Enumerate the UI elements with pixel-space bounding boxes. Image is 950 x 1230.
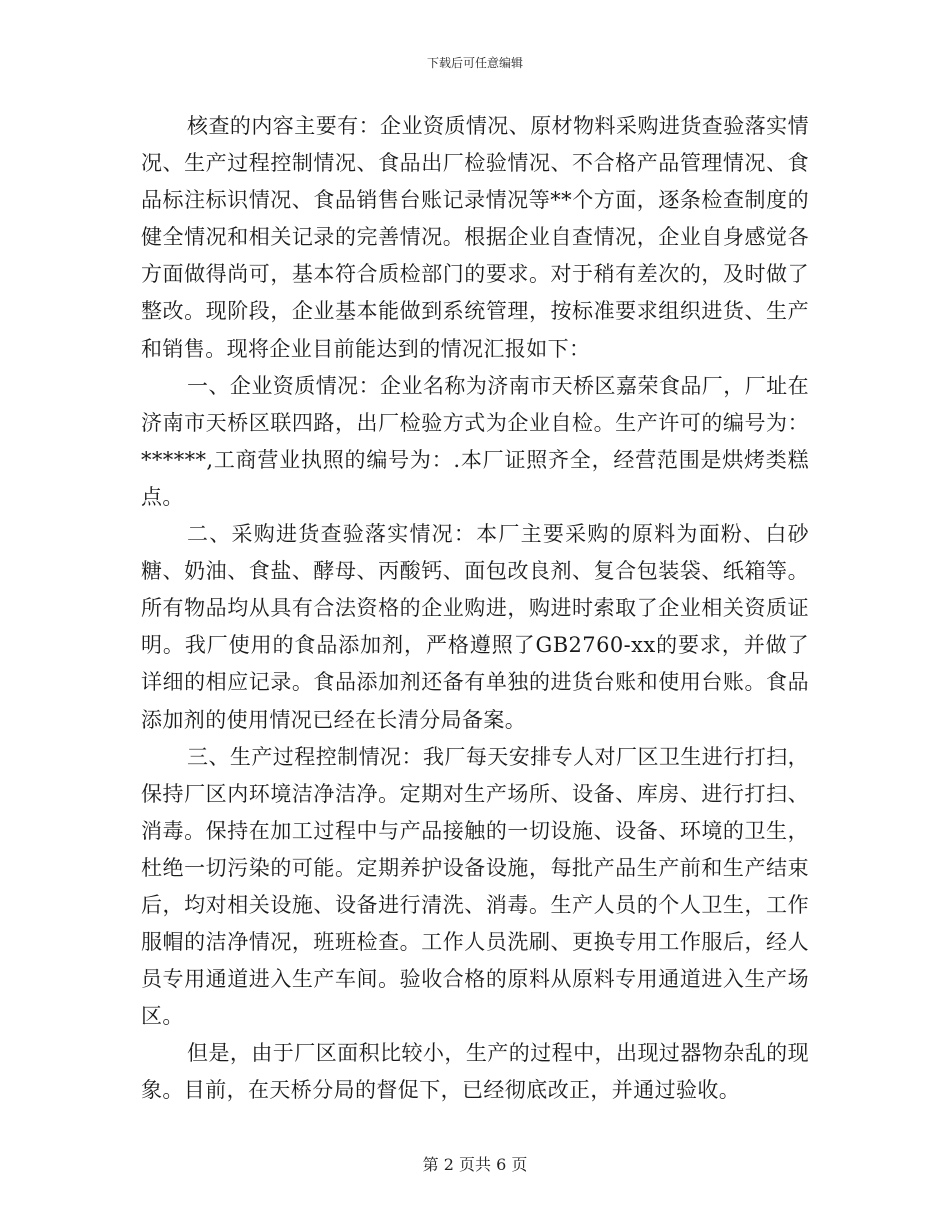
page-header: 下载后可任意编辑 bbox=[426, 56, 523, 70]
paragraph-production-control: 三、生产过程控制情况：我厂每天安排专人对厂区卫生进行打扫，保持厂区内环境洁净洁净。定期对生产场所、设备、库房、进行打扫、消毒。保持在加工过程中与产品接触的一切设施、设备、环境的卫生，杜绝一切污染的可能。定期养护设备设施，每批产品生产前和生产结束后，均对相关设施、设备进行清洗、消毒。生产人员的个人卫生，工作服帽的洁净情况，班班检查。工作人员洗刷、更换专用工作服后，经人员专用通道进入生产车间。验收合格的原料从原料专用通道进入生产场区。 bbox=[141, 744, 809, 1029]
paragraph-qualification: 一、企业资质情况：企业名称为济南市天桥区嘉荣食品厂，厂址在济南市天桥区联四路，出厂检验方式为企业自检。生产许可的编号为：******,工商营业执照的编号为：.本厂证照齐全，经营范围是烘烤类糕点。 bbox=[141, 373, 809, 509]
paragraph-intro: 核查的内容主要有：企业资质情况、原材物料采购进货查验落实情况、生产过程控制情况、食品出厂检验情况、不合格产品管理情况、食品标注标识情况、食品销售台账记录情况等**个方面，逐条检查制度的健全情况和相关记录的完善情况。根据企业自查情况，企业自身感觉各方面做得尚可，基本符合质检部门的要求。对于稍有差次的，及时做了整改。现阶段，企业基本能做到系统管理，按标准要求组织进货、生产和销售。现将企业目前能达到的情况汇报如下： bbox=[141, 114, 809, 361]
paragraph-procurement: 二、采购进货查验落实情况：本厂主要采购的原料为面粉、白砂糖、奶油、食盐、酵母、丙酸钙、面包改良剂、复合包装袋、纸箱等。所有物品均从具有合法资格的企业购进，购进时索取了企业相关资质证明。我厂使用的食品添加剂，严格遵照了GB2760-xx的要求，并做了详细的相应记录。食品添加剂还备有单独的进货台账和使用台账。食品添加剂的使用情况已经在长清分局备案。 bbox=[141, 522, 809, 732]
paragraph-rectification: 但是，由于厂区面积比较小，生产的过程中，出现过器物杂乱的现象。目前，在天桥分局的督促下，已经彻底改正，并通过验收。 bbox=[141, 1041, 809, 1103]
document-body bbox=[141, 108, 809, 1110]
page-footer: 第 2 页共 6 页 bbox=[422, 1155, 528, 1174]
